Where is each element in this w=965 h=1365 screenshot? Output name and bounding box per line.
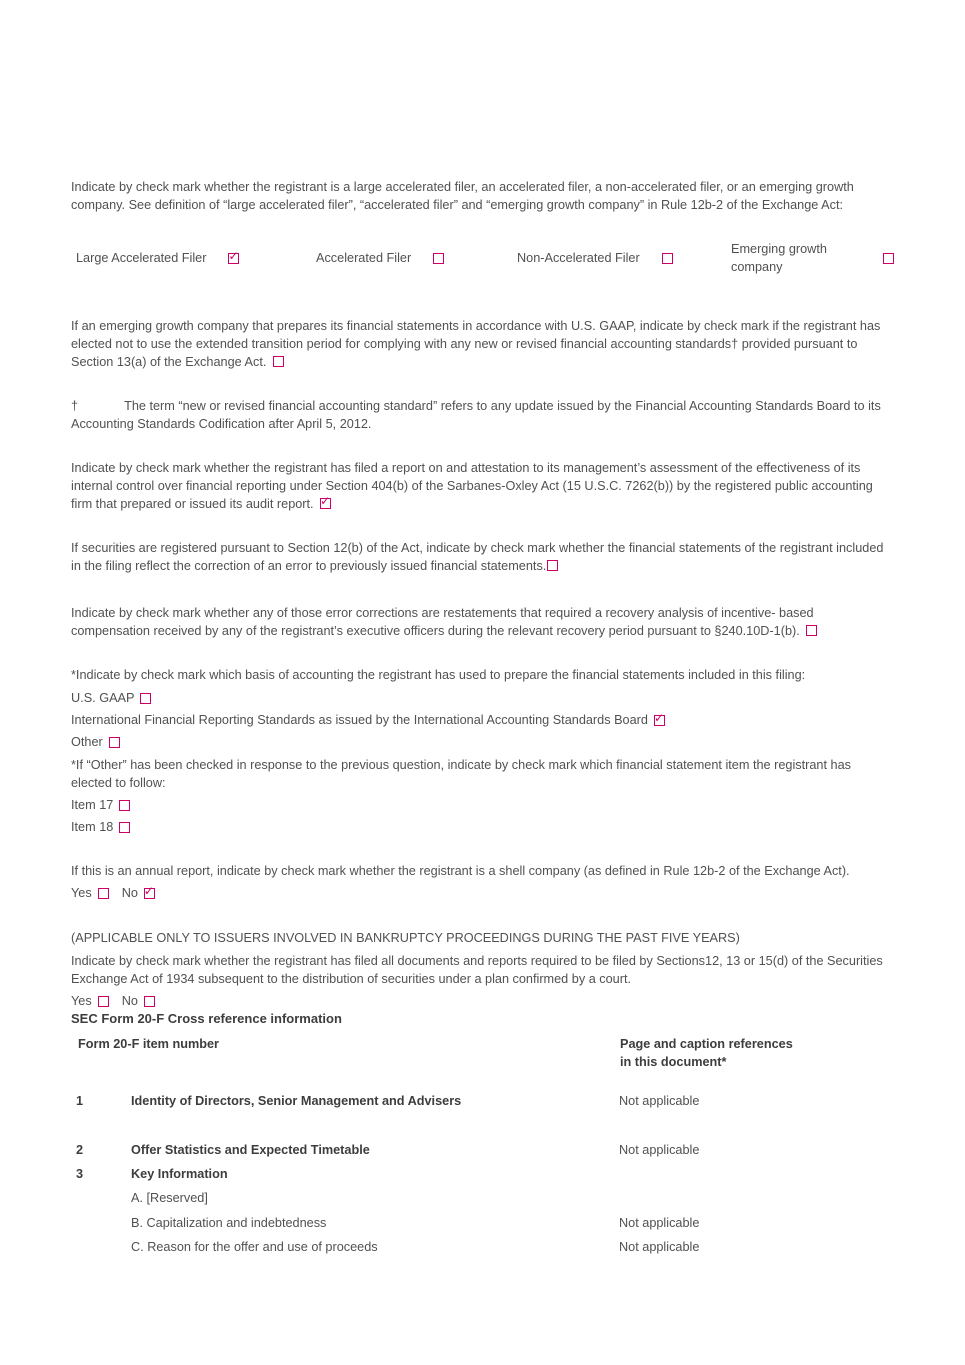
filer-option-large-accelerated [76,240,316,276]
ifrs-checkbox[interactable] [654,715,665,726]
table-row [71,1165,894,1183]
paragraph-basis-of-accounting: *Indicate by check mark which basis of accounting the registrant has used to prepare the financial statements included in this filing: [71,668,806,682]
paragraph-egc-transition-text: If an emerging growth company that prepares its financial statements in accordance with U.S. GAAP, indicate by check mark if the registrant has elected not to use the extended transition period for complying with any new or revised financial accounting standards† provided pursuant to Section 13(a) of the Exchange Act. [71,319,881,369]
table-row [71,1238,894,1256]
filer-option-label: Large Accelerated Filer [76,251,207,265]
shell-company-yes-no [71,884,894,902]
item-caption: C. Reason for the offer and use of proceeds [131,1240,378,1254]
paragraph-sox-attestation [71,459,894,513]
yes-label: Yes [71,994,92,1008]
table-row [71,1141,894,1159]
basis-option-us-gaap [71,689,894,707]
column-header-page-references-line2: in this document* [620,1055,727,1069]
dagger-symbol: † [71,399,79,413]
item-option-18 [71,818,894,836]
item-number: 3 [76,1167,84,1181]
item-option-label: Item 17 [71,798,114,812]
column-header-item-number: Form 20-F item number [78,1037,219,1051]
bankruptcy-yes-checkbox[interactable] [98,996,109,1007]
item-number [76,1189,131,1207]
item-reference: Not applicable [619,1143,700,1157]
cross-reference-table-header [71,1035,894,1071]
basis-option-label: U.S. GAAP [71,691,135,705]
item-reference [619,1189,894,1207]
paragraph-other-follow: *If “Other” has been checked in response to the previous question, indicate by check mark which financial statement item the registrant has elected to follow: [71,758,851,790]
table-row [71,1214,894,1232]
item-number [76,1238,131,1256]
shell-no-checkbox[interactable] [144,888,155,899]
bankruptcy-no-checkbox[interactable] [144,996,155,1007]
paragraph-shell-company: If this is an annual report, indicate by check mark whether the registrant is a shell company (as defined in Rule 12b-2 of the Exchange Act). [71,864,850,878]
filer-option-accelerated [316,240,517,276]
basis-option-label: International Financial Reporting Standards as issued by the International Accounting Standards Board [71,713,648,727]
us-gaap-checkbox[interactable] [140,693,151,704]
table-row [71,1092,894,1110]
paragraph-egc-transition [71,317,894,371]
filer-status-row [71,240,894,276]
item-caption: Key Information [131,1167,228,1181]
item-option-17 [71,796,894,814]
basis-option-ifrs [71,711,894,729]
item-reference [619,1165,894,1183]
filer-option-emerging-growth [731,240,894,276]
paragraph-recovery-analysis-text: Indicate by check mark whether any of those error corrections are restatements that required a recovery analysis of incentive- based compensation received by any of the registrant’s executive officers during the relevant recovery period pursuant to §240.10D-1(b). [71,606,814,638]
bankruptcy-yes-no [71,992,894,1010]
paragraph-bankruptcy: Indicate by check mark whether the registrant has filed all documents and reports required to be filed by Sections12, 13 or 15(d) of the Securities Exchange Act of 1934 subsequent to the distribution of securities under a plan confirmed by a court. [71,954,883,986]
paragraph-bankruptcy-caps: (APPLICABLE ONLY TO ISSUERS INVOLVED IN BANKRUPTCY PROCEEDINGS DURING THE PAST FIVE YEARS) [71,931,740,945]
column-header-page-references-line1: Page and caption references [620,1037,793,1051]
item-18-checkbox[interactable] [119,822,130,833]
egc-transition-checkbox[interactable] [273,356,284,367]
paragraph-recovery-analysis [71,604,894,640]
item-number [76,1214,131,1232]
large-accelerated-filer-checkbox[interactable] [228,253,239,264]
filer-option-label: Accelerated Filer [316,251,412,265]
no-label: No [121,886,138,900]
cross-reference-heading: SEC Form 20-F Cross reference information [71,1011,342,1026]
recovery-analysis-checkbox[interactable] [806,625,817,636]
item-caption: Identity of Directors, Senior Management and Advisers [131,1094,462,1108]
item-caption: B. Capitalization and indebtedness [131,1216,327,1230]
item-reference: Not applicable [619,1216,700,1230]
paragraph-error-correction [71,539,894,575]
item-reference: Not applicable [619,1094,700,1108]
other-basis-checkbox[interactable] [109,737,120,748]
item-caption: A. [Reserved] [131,1191,208,1205]
sox-attestation-checkbox[interactable] [320,498,331,509]
basis-option-other [71,733,894,751]
non-accelerated-filer-checkbox[interactable] [662,253,673,264]
filer-option-non-accelerated [517,240,731,276]
paragraph-error-correction-text: If securities are registered pursuant to Section 12(b) of the Act, indicate by check mark whether the financial statements of the registrant included in the filing reflect the correction of an error to previously issued financial statements. [71,541,884,573]
item-number: 1 [76,1094,84,1108]
accelerated-filer-checkbox[interactable] [433,253,444,264]
column-header-page-references [620,1035,894,1071]
item-number: 2 [76,1143,84,1157]
shell-yes-checkbox[interactable] [98,888,109,899]
table-row [71,1189,894,1207]
item-caption: Offer Statistics and Expected Timetable [131,1143,370,1157]
filer-option-label: Emerging growth company [731,242,827,274]
yes-label: Yes [71,886,92,900]
item-17-checkbox[interactable] [119,800,130,811]
dagger-footnote-text: The term “new or revised financial accounting standard” refers to any update issued by the Financial Accounting Standards Board to its Accounting Standards Codification after April 5, 2012. [71,399,881,431]
paragraph-dagger-footnote [71,397,894,433]
paragraph-filer-definition: Indicate by check mark whether the registrant is a large accelerated filer, an accelerated filer, a non-accelerated filer, or an emerging growth company. See definition of “large accelerated filer”, “accelerated filer” and “emerging growth company” in Rule 12b-2 of the Exchange Act: [71,180,854,212]
emerging-growth-company-checkbox[interactable] [883,253,894,264]
paragraph-sox-attestation-text: Indicate by check mark whether the registrant has filed a report on and attestation to its management’s assessment of the effectiveness of its internal control over financial reporting under Section 404(b) of the Sarbanes-Oxley Act (15 U.S.C. 7262(b)) by the registered public accounting firm that prepared or issued its audit report. [71,461,873,511]
error-correction-checkbox[interactable] [547,560,558,571]
item-option-label: Item 18 [71,820,114,834]
basis-option-label: Other [71,735,103,749]
item-reference: Not applicable [619,1240,700,1254]
no-label: No [121,994,138,1008]
filer-option-label: Non-Accelerated Filer [517,251,640,265]
